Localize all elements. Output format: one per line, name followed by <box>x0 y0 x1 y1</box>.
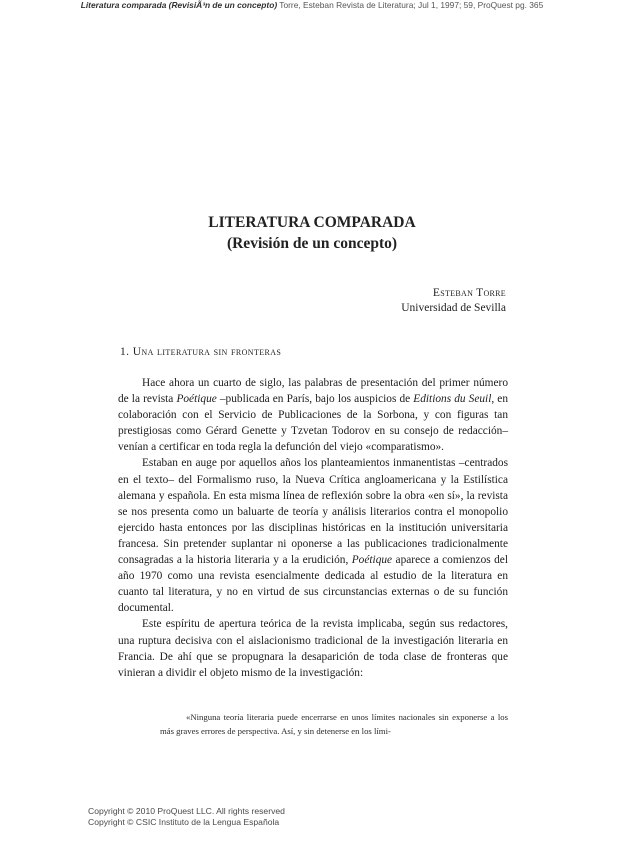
article-title-line1: LITERATURA COMPARADA <box>208 214 416 231</box>
paragraph-1-text-a: Hace ahora un cuarto de siglo, las palabras de presentación del primer número de la revista <box>118 377 508 406</box>
header-article-title: Literatura comparada (RevisiÃ³n de un concepto) <box>80 0 278 10</box>
copyright-line-1: Copyright © 2010 ProQuest LLC. All rights reserved <box>88 806 285 816</box>
article-title-line2: (Revisión de un concepto) <box>226 235 398 252</box>
quote-text: «Ninguna teoría literaria puede encerrarse en unos límites nacionales sin exponerse a los más graves errores de perspectiva. Así, y sin detenerse en los lími- <box>160 712 508 736</box>
journal-title-poetique: Poétique <box>176 393 217 406</box>
author-name: Esteban Torre <box>432 287 506 299</box>
author-block <box>401 286 506 316</box>
copyright-line-2: Copyright © CSIC Instituto de la Lengua Española <box>88 817 280 827</box>
paragraph-1 <box>118 375 508 455</box>
journal-title-poetique: Poétique <box>351 554 393 567</box>
section-heading: 1. Una literatura sin fronteras <box>120 346 282 358</box>
paragraph-3: Este espíritu de apertura teórica de la revista implicaba, según sus redactores, una ruptura decisiva con el aislacionismo tradicional de la investigación literaria en Francia. De ahí que se propugnara la desaparición de toda clase de fronteras que vinieran a dividir el objeto mismo de la investigación: <box>118 618 508 679</box>
publisher-name: Editions du Seuil <box>413 393 492 406</box>
block-quote <box>160 711 508 738</box>
paragraph-1-text-c: –publicada en París, bajo los auspicios de <box>216 393 414 406</box>
document-header <box>0 0 624 11</box>
copyright-footer <box>88 806 285 828</box>
author-affiliation: Universidad de Sevilla <box>401 302 506 314</box>
paragraph-2-text-a: Estaban en auge por aquellos años los planteamientos inmanentistas –centrados en el texto– del Formalismo ruso, la Nueva Crítica angloamericana y la Estilística alemana y española. En esta misma línea de reflexión sobre la obra «en sí», la revista se nos presenta como un baluarte de teoría y análisis literarios contra el monopolio ejercido hasta entonces por las disciplinas históricas en la institución universitaria francesa. Sin pretender suplantar ni oponerse a las publicaciones tradicionalmente consagradas a la historia literaria y a la erudición, <box>118 457 508 567</box>
paragraph-2 <box>118 455 508 616</box>
paragraph-1-text-e: , en colaboración con el Servicio de Publicaciones de la Sorbona, y con figuras tan prestigiosas como Gérard Genette y Tzvetan Todorov en su consejo de redacción– venían a certificar en toda regla la defunción del viejo «comparatismo». <box>118 393 508 454</box>
body-text <box>118 375 508 681</box>
header-citation: Torre, Esteban Revista de Literatura; Jul 1, 1997; 59, ProQuest pg. 365 <box>277 0 544 10</box>
article-title <box>0 212 624 254</box>
paragraph-2-text-c: aparece a comienzos del año 1970 como una revista esencialmente dedicada al estudio de la literatura en cuanto tal literatura, y no en virtud de sus circunstancias externas o de su función documental. <box>118 554 508 615</box>
